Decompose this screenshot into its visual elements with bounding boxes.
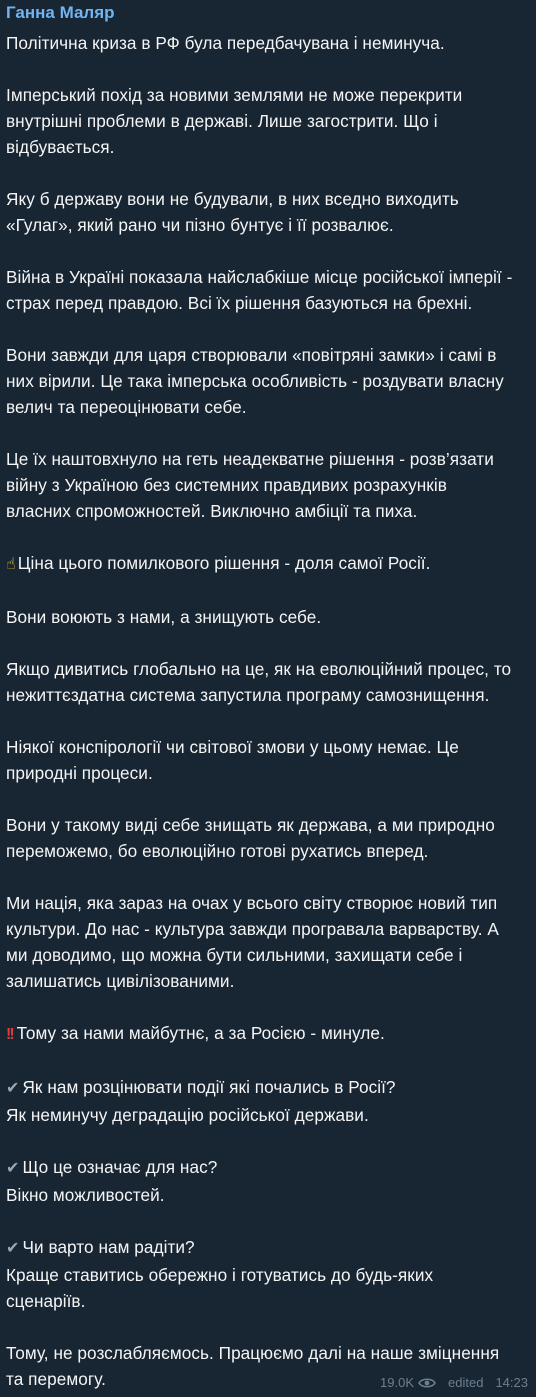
text-line (6, 1074, 530, 1102)
text-line (6, 916, 530, 942)
view-count: 19.0K (380, 1375, 415, 1390)
text-line (6, 942, 530, 968)
line-text: культури. До нас - культура завжди програвала варварству. А (6, 919, 499, 939)
text-line (6, 1154, 530, 1182)
text-line (6, 550, 530, 578)
message-text (6, 30, 530, 1392)
text-line (6, 30, 530, 56)
message-paragraph (6, 1020, 530, 1048)
line-text: велич та переоцінювати себе. (6, 397, 247, 417)
text-line (6, 812, 530, 838)
text-line (6, 446, 530, 472)
line-text: «Гулаг», який рано чи пізно бунтує і її розвалює. (6, 215, 394, 235)
line-text: Як нам розцінювати події які почались в Росії? (22, 1077, 396, 1097)
line-text: Вони завжди для царя створювали «повітряні замки» і самі в (6, 345, 497, 365)
line-text: Якщо дивитись глобально на це, як на еволюційний процес, то (6, 659, 512, 679)
line-text: Тому за нами майбутнє, а за Росією - минуле. (16, 1023, 385, 1043)
message-paragraph (6, 1154, 530, 1208)
line-text: сценаріїв. (6, 1291, 86, 1311)
text-line (6, 498, 530, 524)
message-paragraph (6, 264, 530, 316)
check-mark-icon: ✔ (6, 1240, 20, 1257)
check-mark-icon: ✔ (6, 1160, 20, 1177)
line-text: Ми нація, яка зараз на очах у всього світу створює новий тип (6, 893, 498, 913)
message-time: 14:23 (495, 1375, 528, 1390)
line-text: Вони у такому виді себе знищать як держава, а ми природно (6, 815, 495, 835)
text-line (6, 838, 530, 864)
line-text: залишатись цивілізованими. (6, 971, 235, 991)
message-paragraph (6, 30, 530, 56)
text-line (6, 760, 530, 786)
text-line (6, 604, 530, 630)
message-paragraph (6, 550, 530, 578)
line-text: внутрішні проблеми в державі. Лише загострити. Що і (6, 111, 438, 131)
text-line (6, 968, 530, 994)
line-text: Вікно можливостей. (6, 1185, 165, 1205)
line-text: Імперський похід за новими землями не може перекрити (6, 85, 463, 105)
line-text: Яку б державу вони не будували, в них вседно виходить (6, 189, 459, 209)
line-text: переможемо, бо еволюційно готові рухатись вперед. (6, 841, 429, 861)
author-name[interactable]: Ганна Маляр (6, 3, 115, 22)
text-line (6, 734, 530, 760)
text-line (6, 1288, 530, 1314)
text-line (6, 656, 530, 682)
line-text: Вони воюють з нами, а знищують себе. (6, 607, 322, 627)
text-line (6, 342, 530, 368)
text-line (6, 1182, 530, 1208)
line-text: Що це означає для нас? (22, 1157, 218, 1177)
text-line (6, 890, 530, 916)
edited-label: edited (448, 1375, 484, 1390)
message-paragraph (6, 186, 530, 238)
line-text: нежиттєздатна система запустила програму самознищення. (6, 685, 490, 705)
text-line (6, 212, 530, 238)
check-mark-icon: ✔ (6, 1080, 20, 1097)
message-paragraph (6, 812, 530, 864)
text-line (6, 1340, 530, 1366)
message-paragraph (6, 82, 530, 160)
line-text: Війна в Україні показала найслабкіше місце російської імперії - (6, 267, 513, 287)
message-paragraph (6, 1074, 530, 1128)
message-meta (380, 1375, 528, 1391)
line-text: Як неминучу деградацію російської держави. (6, 1105, 369, 1125)
line-text: природні процеси. (6, 763, 153, 783)
line-text: Ніякої конспірології чи світової змови у цьому немає. Це (6, 737, 459, 757)
line-text: власних спроможностей. Виключно амбіції та пиха. (6, 501, 418, 521)
text-line (6, 264, 530, 290)
message-paragraph (6, 1234, 530, 1314)
line-text: війну з Україною без системних правдивих розрахунків (6, 475, 447, 495)
double-exclamation-icon: !! (6, 1026, 13, 1043)
text-line (6, 1102, 530, 1128)
text-line (6, 186, 530, 212)
text-line (6, 472, 530, 498)
text-line (6, 290, 530, 316)
line-text: ми доводимо, що можна бути сильними, захищати себе і (6, 945, 463, 965)
message-paragraph (6, 446, 530, 524)
message-paragraph (6, 656, 530, 708)
eye-icon (418, 1377, 436, 1389)
line-text: Краще ставитись обережно і готуватись до будь-яких (6, 1265, 434, 1285)
message-paragraph (6, 342, 530, 420)
text-line (6, 134, 530, 160)
message-paragraph (6, 734, 530, 786)
pointing-finger-icon: ☝ (6, 556, 16, 573)
message-paragraph (6, 890, 530, 994)
line-text: Ціна цього помилкового рішення - доля самої Росії. (17, 553, 431, 573)
text-line (6, 394, 530, 420)
message-paragraph (6, 604, 530, 630)
line-text: страх перед правдою. Всі їх рішення базуються на брехні. (6, 293, 473, 313)
text-line (6, 82, 530, 108)
text-line (6, 1262, 530, 1288)
text-line (6, 1020, 530, 1048)
text-line (6, 108, 530, 134)
line-text: відбувається. (6, 137, 115, 157)
line-text: Це їх наштовхнуло на геть неадекватне рішення - розв’язати (6, 449, 494, 469)
text-line (6, 682, 530, 708)
line-text: Чи варто нам радіти? (22, 1237, 195, 1257)
text-line (6, 368, 530, 394)
line-text: них вірили. Це така імперська особливість - роздувати власну (6, 371, 504, 391)
line-text: Політична криза в РФ була передбачувана і неминуча. (6, 33, 445, 53)
line-text: та перемогу. (6, 1369, 106, 1389)
text-line (6, 1234, 530, 1262)
line-text: Тому, не розслабляємось. Працюємо далі на наше зміцнення (6, 1343, 500, 1363)
